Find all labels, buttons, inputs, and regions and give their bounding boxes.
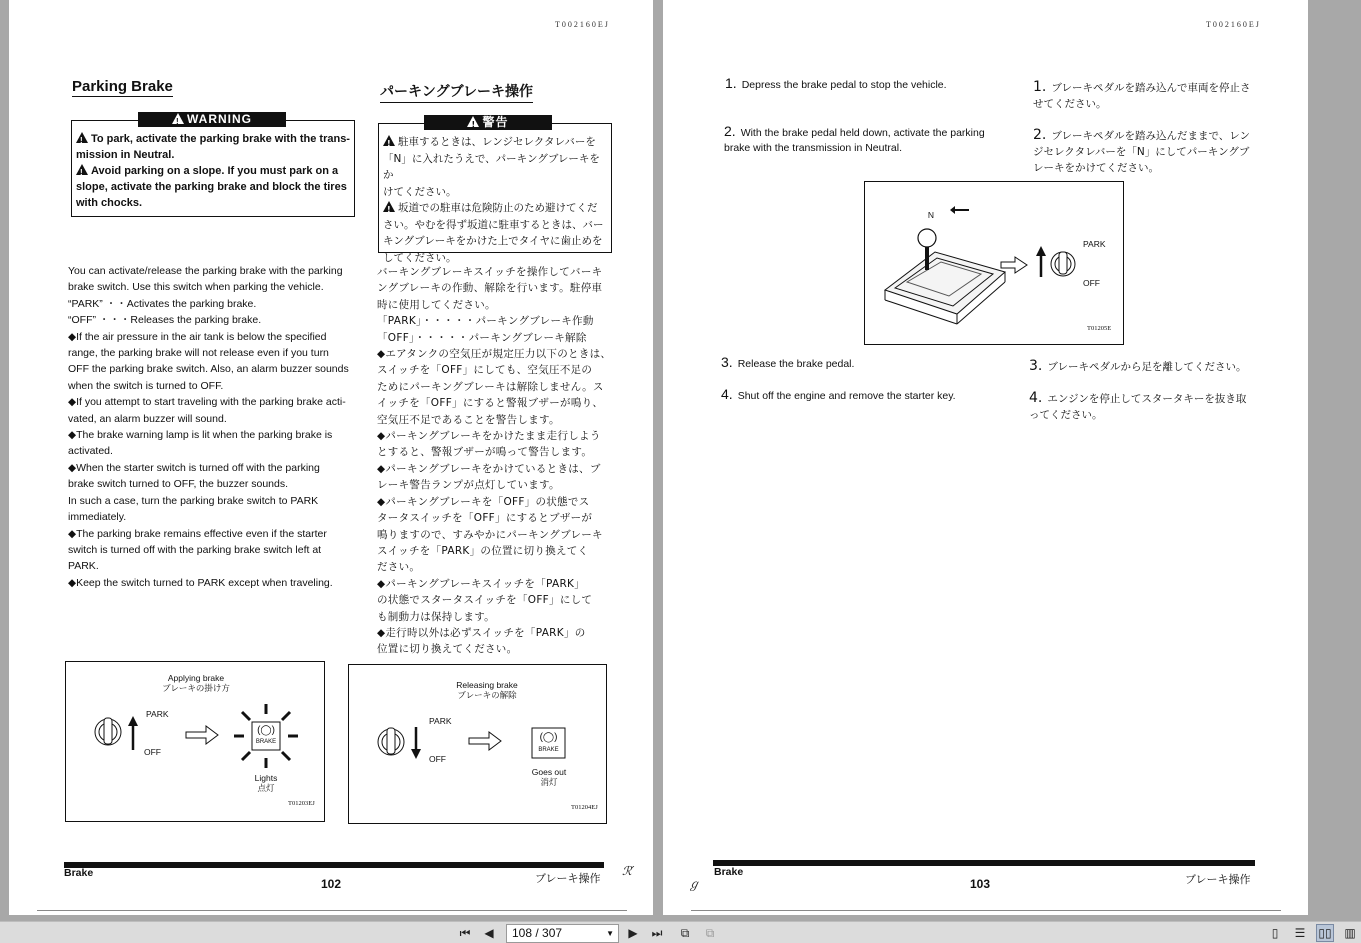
body-line: スイッチを「OFF」にしても、空気圧不足の: [377, 364, 593, 377]
step-en-2: 2. With the brake pedal held down, activate the parking brake with the transmission in Neutral.: [724, 123, 985, 154]
body-text-en: [68, 263, 358, 591]
body-line: ◆Keep the switch turned to PARK except when traveling.: [68, 576, 333, 589]
park-label: PARK: [146, 709, 169, 719]
doc-id: T002160EJ: [555, 20, 610, 29]
body-line: ださい。: [377, 561, 421, 574]
last-page-icon[interactable]: ⏭: [651, 925, 663, 940]
body-line: 空気圧不足であることを警告します。: [377, 413, 560, 426]
body-line: ◆パーキングブレーキスイッチを「PARK」: [377, 577, 586, 590]
warning-line: けてください。: [383, 185, 457, 198]
viewer-toolbar: [0, 921, 1361, 943]
warning-line: 「N」に入れたうえで、パーキングブレーキをか: [383, 152, 600, 181]
page-number: 103: [970, 877, 991, 891]
warning-line: slope, activate the parking brake and block the tires: [76, 181, 347, 193]
warning-icon: [467, 116, 479, 127]
park-label: PARK: [1083, 239, 1106, 249]
body-line: OFF the parking brake switch. Also, an alarm buzzer sounds: [68, 363, 349, 376]
body-line: In such a case, turn the parking brake switch to PARK: [68, 494, 319, 507]
figure-title: Applying brake ブレーキの掛け方: [162, 673, 230, 693]
brake-lamp-label: BRAKE: [255, 739, 277, 745]
warning-line: さい。やむを得ず坂道に駐車するときは、バー: [383, 218, 604, 231]
body-line: タータスイッチを「OFF」にするとブザーが: [377, 512, 593, 525]
doc-id: T002160EJ: [1206, 20, 1261, 29]
body-line: の状態でスタータスイッチを「OFF」にして: [377, 594, 593, 607]
go-forward-icon[interactable]: ⧉: [705, 925, 715, 940]
body-line: ◆If you attempt to start traveling with the parking brake acti-: [68, 396, 346, 409]
warning-line: !Avoid parking on a slope. If you must park on a: [76, 163, 350, 179]
figure-applying-brake: [65, 661, 325, 822]
body-line: ◆The parking brake remains effective even if the starter: [68, 527, 327, 540]
off-label: OFF: [429, 754, 446, 764]
body-line: スイッチを「PARK」の位置に切り換えてく: [377, 544, 589, 557]
body-line: 「OFF」・・・・・パーキングブレーキ解除: [377, 331, 587, 344]
body-line: バーキングブレーキスイッチを操作してバーキ: [377, 266, 603, 278]
body-line: ためにパーキングブレーキは解除しません。ス: [377, 380, 604, 393]
warning-icon: [383, 201, 395, 212]
body-line: range, the parking brake will not release even if you turn: [68, 347, 329, 360]
figure-code: T01205E: [1087, 325, 1112, 332]
warning-icon: [172, 113, 184, 124]
warning-line: !駐車するときは、レンジセレクタレバーを: [383, 134, 607, 151]
body-text-jp: [377, 264, 617, 658]
body-line: レーキ警告ランプが点灯しています。: [377, 479, 560, 492]
figure-code: T01203EJ: [288, 800, 315, 807]
figure-releasing-brake: [348, 664, 607, 824]
body-line: 位置に切り換えてください。: [377, 643, 518, 656]
footer-section-jp: ブレーキ操作: [535, 872, 601, 885]
warning-icon: [383, 135, 395, 146]
body-line: とすると、警報ブザーが鳴って警告します。: [377, 446, 593, 459]
body-line: when the switch is turned to OFF.: [68, 379, 224, 392]
footer-section: Brake: [64, 867, 94, 879]
lamp-state: Goes out 消灯: [531, 767, 567, 787]
figure-title: Releasing brake ブレーキの解除: [456, 680, 518, 700]
body-line: brake switch turned to OFF, the buzzer sounds.: [68, 478, 289, 491]
figure-shift-lever: [864, 181, 1124, 345]
body-line: 鳴りますので、すみやかにパーキングブレーキ: [377, 528, 603, 541]
body-line: vated, an alarm buzzer will sound.: [68, 412, 227, 425]
warning-line: !To park, activate the parking brake with the trans-: [76, 131, 350, 147]
releasing-brake-illustration: [349, 665, 608, 825]
step-en-3: 3. Release the brake pedal.: [721, 354, 855, 370]
next-page-icon[interactable]: ▶: [628, 926, 638, 940]
warning-icon: [76, 132, 88, 143]
body-line: ◆エアタンクの空気圧が規定圧力以下のときは、: [377, 348, 612, 361]
chevron-down-icon: ▼: [606, 929, 614, 938]
body-line: も制動力は保持します。: [377, 610, 495, 623]
single-page-view-icon[interactable]: ▯: [1271, 926, 1279, 940]
brake-lamp-label: BRAKE: [538, 747, 559, 753]
step-en-4: 4. Shut off the engine and remove the starter key.: [721, 386, 956, 402]
page-bottom-rule: [37, 910, 627, 911]
handwritten-mark: ℊ: [688, 877, 701, 891]
page-indicator: 108 / 307: [512, 926, 563, 940]
footer-rule: [64, 862, 604, 868]
step-jp-3: 3. ブレーキペダルから足を離してください。: [1029, 358, 1247, 374]
figure-code: T01204EJ: [571, 804, 598, 811]
continuous-view-icon[interactable]: ☰: [1294, 926, 1306, 940]
body-line: ◆When the starter switch is turned off with the parking: [68, 461, 320, 474]
body-line: PARK.: [68, 560, 99, 573]
body-line: immediately.: [68, 511, 127, 524]
section-title-jp: パーキングブレーキ操作: [380, 81, 533, 103]
body-line: 「PARK」・・・・・パーキングブレーキ作動: [377, 315, 594, 328]
body-line: ングブレーキの作動、解除を行います。駐停車: [377, 282, 603, 295]
body-line: ◆走行時以外は必ずスイッチを「PARK」の: [377, 626, 586, 639]
applying-brake-illustration: [66, 662, 326, 823]
body-line: brake switch. Use this switch when parking the vehicle.: [68, 281, 324, 294]
page-102: [9, 0, 653, 915]
warning-line: mission in Neutral.: [76, 149, 175, 161]
page-103: [663, 0, 1308, 915]
two-page-view-icon[interactable]: ▯▯: [1316, 924, 1334, 942]
previous-page-icon[interactable]: ◀: [484, 926, 494, 940]
off-label: OFF: [144, 747, 161, 757]
off-label: OFF: [1083, 278, 1100, 288]
body-line: ◆パーキングブレーキをかけたまま走行しよう: [377, 430, 601, 443]
body-line: ◆The brake warning lamp is lit when the parking brake is: [68, 429, 333, 442]
body-line: イッチを「OFF」にすると警報ブザーが鳴り、: [377, 397, 604, 410]
warning-box-jp: [378, 115, 612, 264]
go-back-icon[interactable]: ⧉: [680, 925, 690, 940]
footer-section-jp: ブレーキ操作: [1185, 873, 1251, 886]
step-jp-4: 4. エンジンを停止してスタータキーを抜き取 ってください。: [1029, 390, 1247, 421]
warning-label-jp: !警告: [424, 115, 552, 130]
page-bottom-rule: [691, 910, 1281, 911]
section-title-en: Parking Brake: [72, 78, 173, 95]
step-en-1: 1. Depress the brake pedal to stop the vehicle.: [725, 75, 947, 91]
step-jp-2: 2. ブレーキペダルを踏み込んだままで、レン ジセレクタレバーを「N」にしてパーキングブ レーキをかけてください。: [1033, 127, 1250, 174]
brake-lamp-icon: (◯): [257, 725, 275, 736]
brake-lamp-icon: (◯): [539, 732, 558, 743]
two-page-continuous-view-icon[interactable]: ▥: [1344, 926, 1356, 940]
warning-line: してください。: [383, 251, 457, 264]
body-line: ◆If the air pressure in the air tank is below the specified: [68, 330, 327, 343]
warning-label-en: !WARNING: [138, 112, 286, 127]
page-number: 102: [321, 877, 342, 891]
lamp-state: Lights 点灯: [254, 773, 278, 793]
warning-box-en: [71, 112, 355, 217]
step-jp-1: 1. ブレーキペダルを踏み込んで車両を停止さ せてください。: [1033, 79, 1251, 110]
warning-icon: [76, 164, 88, 175]
warning-line: with chocks.: [76, 197, 143, 209]
body-line: “PARK” ・・Activates the parking brake.: [68, 297, 257, 310]
body-line: “OFF” ・・・Releases the parking brake.: [68, 314, 262, 327]
page-selector[interactable]: [506, 924, 619, 943]
warning-line: キングブレーキをかけた上でタイヤに歯止めを: [383, 235, 603, 247]
footer-section: Brake: [714, 866, 744, 878]
body-line: activated.: [68, 445, 113, 458]
footer-rule: [713, 860, 1255, 866]
first-page-icon[interactable]: ⏮: [459, 925, 471, 940]
body-line: ◆パーキングブレーキをかけているときは、ブ: [377, 462, 601, 475]
body-line: You can activate/release the parking brake with the parking: [68, 265, 343, 277]
park-label: PARK: [429, 716, 452, 726]
n-label: N: [927, 210, 935, 220]
body-line: switch is turned off with the parking brake switch left at: [68, 543, 322, 556]
handwritten-mark: ℛ′: [622, 864, 635, 878]
warning-line: !坂道での駐車は危険防止のため避けてくだ: [383, 200, 607, 217]
body-line: ◆パーキングブレーキを「OFF」の状態でス: [377, 495, 590, 508]
shift-lever-illustration: [865, 182, 1125, 346]
body-line: 時に使用してください。: [377, 298, 496, 311]
